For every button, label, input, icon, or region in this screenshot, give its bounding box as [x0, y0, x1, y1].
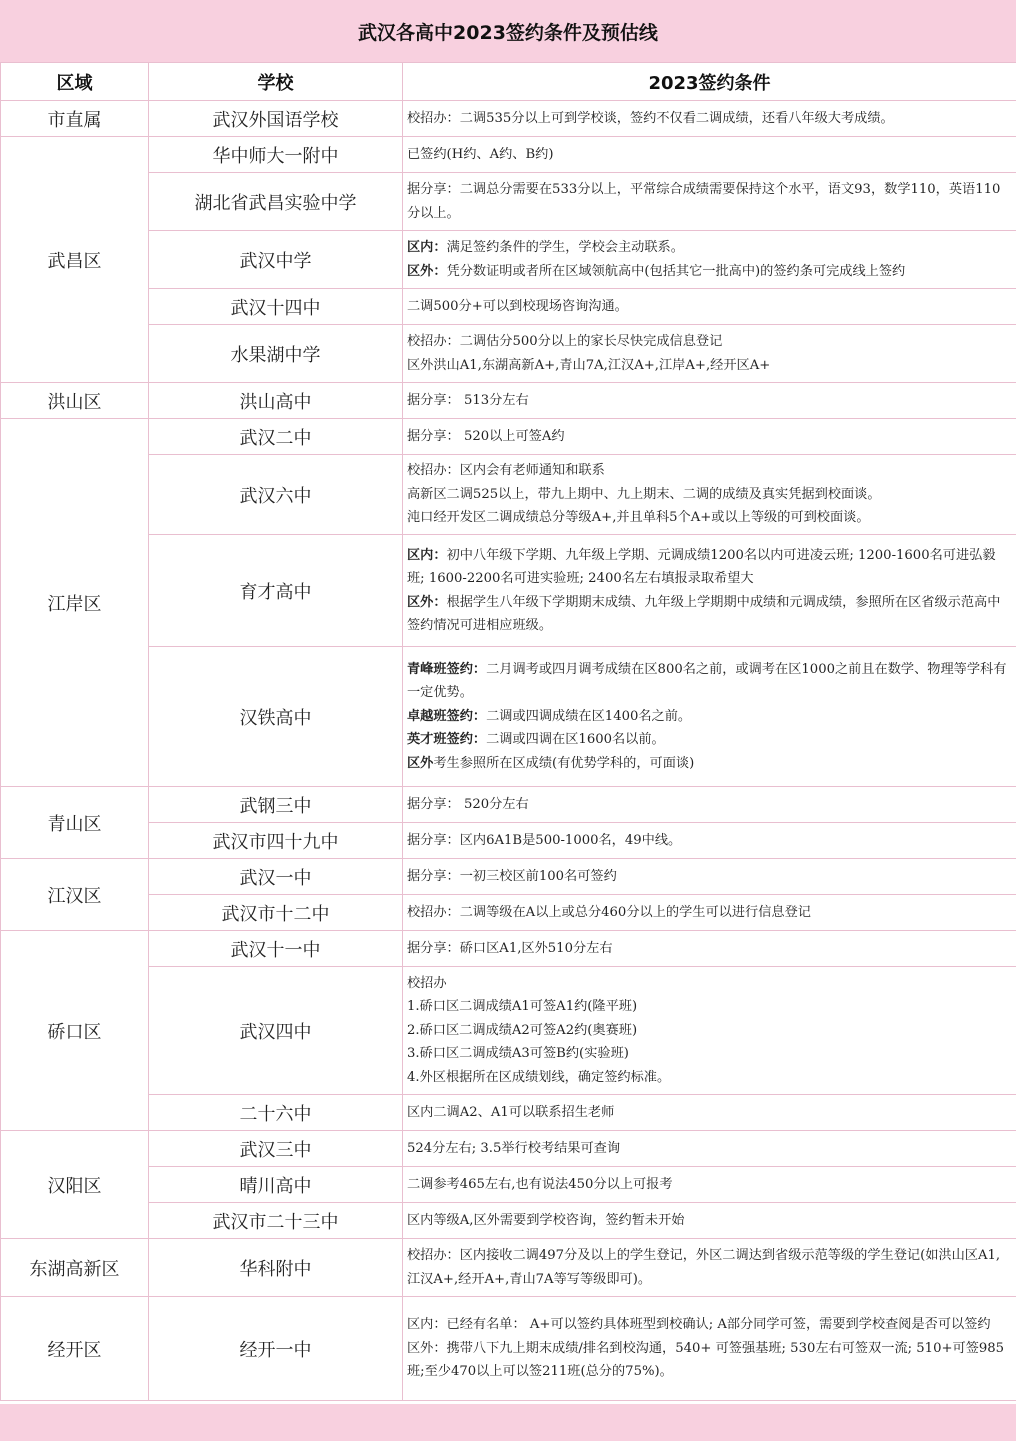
condition-line-text: 区内：已经有名单： A+可以签约具体班型到校确认; A部分同学可签，需要到学校查阅是否可以签约 — [407, 1317, 991, 1333]
condition-line — [407, 544, 1012, 591]
table-row — [1, 895, 1016, 931]
condition-cell — [403, 535, 1016, 647]
header-condition: 2023签约条件 — [403, 63, 1016, 101]
school-cell: 湖北省武昌实验中学 — [149, 173, 403, 231]
condition-line-text: 根据学生八年级下学期期末成绩、九年级上学期期中成绩和元调成绩，参照所在区省级示范高中签约情况可进相应班级。 — [407, 594, 1001, 633]
condition-cell — [403, 325, 1016, 383]
condition-line-text: 校招办：区内会有老师通知和联系 — [407, 463, 605, 479]
condition-line-text: 校招办：二调估分500分以上的家长尽快完成信息登记 — [407, 334, 723, 349]
table-row — [1, 383, 1016, 419]
condition-line — [407, 1313, 1012, 1337]
district-cell: 经开区 — [1, 1297, 149, 1401]
condition-cell — [403, 383, 1016, 419]
condition-line-text: 524分左右; 3.5举行校考结果可查询 — [407, 1140, 621, 1156]
condition-line — [407, 1066, 1012, 1090]
condition-line — [407, 143, 1012, 167]
school-cell: 武汉市十二中 — [149, 895, 403, 931]
district-cell: 汉阳区 — [1, 1131, 149, 1239]
condition-cell — [403, 895, 1016, 931]
condition-cell — [403, 231, 1016, 289]
district-cell: 东湖高新区 — [1, 1239, 149, 1297]
table-row — [1, 967, 1016, 1095]
condition-cell — [403, 455, 1016, 535]
condition-cell — [403, 1239, 1016, 1297]
condition-line-label: 区内： — [407, 547, 447, 563]
table-row — [1, 1203, 1016, 1239]
school-cell: 二十六中 — [149, 1095, 403, 1131]
table-row — [1, 325, 1016, 383]
condition-cell — [403, 1203, 1016, 1239]
school-cell: 武汉四中 — [149, 967, 403, 1095]
condition-line-text: 校招办：区内接收二调497分及以上的学生登记，外区二调达到省级示范等级的学生登记(如洪山区A1,江汉A+,经开A+,青山7A等写等级即可)。 — [407, 1248, 1001, 1287]
condition-line-text: 据分享： 520分左右 — [407, 796, 529, 812]
school-cell: 洪山高中 — [149, 383, 403, 419]
condition-line-text: 二月调考或四月调考成绩在区800名之前，或调考在区1000之前且在数学、物理等学科有一定优势。 — [407, 661, 1007, 701]
district-cell: 洪山区 — [1, 383, 149, 419]
condition-line — [407, 1101, 1012, 1125]
condition-line-text: 区内等级A,区外需要到学校咨询，签约暂未开始 — [407, 1212, 685, 1228]
condition-line-text: 校招办：二调535分以上可到学校谈，签约不仅看二调成绩，还看八年级大考成绩。 — [407, 110, 894, 126]
district-cell: 武昌区 — [1, 137, 149, 383]
condition-cell — [403, 859, 1016, 895]
school-cell: 汉铁高中 — [149, 647, 403, 787]
table-row — [1, 859, 1016, 895]
condition-line — [407, 1019, 1012, 1043]
condition-line — [407, 295, 1012, 319]
condition-line-text: 据分享：区内6A1B是500-1000名，49中线。 — [407, 832, 682, 848]
district-cell: 硚口区 — [1, 931, 149, 1131]
condition-line — [407, 901, 1012, 925]
condition-cell — [403, 823, 1016, 859]
condition-line-label: 英才班签约： — [407, 732, 487, 748]
condition-line-text: 凭分数证明或者所在区域领航高中(包括其它一批高中)的签约条可完成线上签约 — [446, 263, 906, 279]
condition-line-text: 区内二调A2、A1可以联系招生老师 — [407, 1104, 615, 1120]
condition-line — [407, 865, 1012, 889]
condition-line-text: 据分享：硚口区A1,区外510分左右 — [407, 940, 613, 956]
signing-conditions-table — [0, 62, 1016, 1401]
condition-line-text: 已签约(H约、A约、B约) — [407, 146, 554, 162]
school-cell: 武汉三中 — [149, 1131, 403, 1167]
table-row — [1, 1297, 1016, 1401]
table-row — [1, 535, 1016, 647]
footer-bar — [0, 1404, 1016, 1441]
table-row — [1, 419, 1016, 455]
condition-cell — [403, 101, 1016, 137]
school-cell: 华科附中 — [149, 1239, 403, 1297]
district-cell: 青山区 — [1, 787, 149, 859]
condition-cell — [403, 787, 1016, 823]
condition-line-text: 4.外区根据所在区成绩划线，确定签约标准。 — [407, 1069, 671, 1085]
condition-cell — [403, 1131, 1016, 1167]
condition-line-text: 据分享： 520以上可签A约 — [407, 428, 565, 444]
condition-cell — [403, 173, 1016, 231]
condition-line — [407, 1042, 1012, 1066]
table-row — [1, 101, 1016, 137]
condition-line — [407, 260, 1012, 284]
condition-line — [407, 937, 1012, 961]
condition-line — [407, 178, 1012, 225]
school-cell: 武汉十四中 — [149, 289, 403, 325]
school-cell: 育才高中 — [149, 535, 403, 647]
condition-line-text: 据分享：一初三校区前100名可签约 — [407, 868, 617, 884]
table-row — [1, 787, 1016, 823]
table-row — [1, 173, 1016, 231]
condition-line — [407, 1244, 1012, 1291]
condition-line — [407, 1173, 1012, 1197]
condition-cell — [403, 137, 1016, 173]
condition-line-text: 据分享：二调总分需要在533分以上，平常综合成绩需要保持这个水平，语文93，数学110，英语110分以上。 — [407, 182, 1001, 221]
condition-line — [407, 1209, 1012, 1233]
district-cell: 江岸区 — [1, 419, 149, 787]
condition-cell — [403, 967, 1016, 1095]
condition-line — [407, 829, 1012, 853]
condition-line — [407, 506, 1012, 530]
condition-line — [407, 483, 1012, 507]
condition-line-text: 2.硚口区二调成绩A2可签A2约(奥赛班) — [407, 1022, 638, 1038]
condition-line — [407, 1137, 1012, 1161]
condition-line — [407, 793, 1012, 817]
condition-line-text: 区外洪山A1,东湖高新A+,青山7A,江汉A+,江岸A+,经开区A+ — [407, 357, 771, 373]
table-body — [1, 101, 1016, 1401]
table-row — [1, 289, 1016, 325]
condition-line-label: 卓越班签约： — [407, 708, 487, 724]
school-cell: 武汉中学 — [149, 231, 403, 289]
school-cell: 武汉一中 — [149, 859, 403, 895]
condition-cell — [403, 1095, 1016, 1131]
school-cell: 晴川高中 — [149, 1167, 403, 1203]
table-row — [1, 1167, 1016, 1203]
condition-line — [407, 236, 1012, 260]
table-header-row — [1, 63, 1016, 101]
condition-line-label: 区外 — [407, 755, 434, 771]
school-cell: 武汉六中 — [149, 455, 403, 535]
condition-line-text: 高新区二调525以上，带九上期中、九上期末、二调的成绩及真实凭据到校面谈。 — [407, 486, 881, 502]
condition-line — [407, 658, 1012, 705]
condition-line — [407, 995, 1012, 1019]
condition-line-text: 二调500分+可以到校现场咨询沟通。 — [407, 298, 628, 314]
school-cell: 华中师大一附中 — [149, 137, 403, 173]
condition-line-text: 3.硚口区二调成绩A3可签B约(实验班) — [407, 1046, 629, 1062]
school-cell: 武汉市四十九中 — [149, 823, 403, 859]
school-cell: 武汉二中 — [149, 419, 403, 455]
condition-line — [407, 752, 1012, 776]
table-row — [1, 1131, 1016, 1167]
school-cell: 武钢三中 — [149, 787, 403, 823]
condition-cell — [403, 931, 1016, 967]
condition-line-label: 区外： — [407, 594, 447, 610]
school-cell: 武汉市二十三中 — [149, 1203, 403, 1239]
school-cell: 水果湖中学 — [149, 325, 403, 383]
condition-line — [407, 591, 1012, 638]
condition-line — [407, 389, 1012, 413]
table-row — [1, 931, 1016, 967]
condition-line-text: 校招办：二调等级在A以上或总分460分以上的学生可以进行信息登记 — [407, 904, 811, 920]
condition-cell — [403, 647, 1016, 787]
district-cell: 江汉区 — [1, 859, 149, 931]
condition-line-text: 二调或四调成绩在区1400名之前。 — [486, 708, 692, 724]
condition-line-label: 区内： — [407, 240, 447, 255]
school-cell: 武汉十一中 — [149, 931, 403, 967]
condition-line-text: 满足签约条件的学生，学校会主动联系。 — [446, 240, 684, 255]
school-cell: 武汉外国语学校 — [149, 101, 403, 137]
condition-line-label: 青峰班签约： — [407, 661, 487, 677]
table-row — [1, 1095, 1016, 1131]
school-cell: 经开一中 — [149, 1297, 403, 1401]
condition-line — [407, 705, 1012, 729]
condition-line-text: 1.硚口区二调成绩A1可签A1约(隆平班) — [407, 999, 638, 1015]
condition-line-text: 二调参考465左右,也有说法450分以上可报考 — [407, 1176, 673, 1192]
table-row — [1, 455, 1016, 535]
condition-line-text: 二调或四调在区1600名以前。 — [486, 732, 665, 748]
condition-line-label: 区外： — [407, 263, 447, 279]
condition-cell — [403, 1297, 1016, 1401]
condition-cell — [403, 1167, 1016, 1203]
condition-line — [407, 107, 1012, 131]
district-cell: 市直属 — [1, 101, 149, 137]
condition-line — [407, 354, 1012, 378]
condition-line-text: 区外：携带八下九上期末成绩/排名到校沟通，540+ 可签强基班; 530左右可签双一流; 510+可签985班;至少470以上可以签211班(总分的75%)。 — [407, 1340, 1005, 1380]
table-row — [1, 823, 1016, 859]
condition-line — [407, 330, 1012, 354]
condition-line — [407, 425, 1012, 449]
table-row — [1, 231, 1016, 289]
condition-line-text: 据分享： 513分左右 — [407, 392, 529, 408]
condition-line — [407, 728, 1012, 752]
condition-line — [407, 972, 1012, 996]
condition-line-text: 沌口经开发区二调成绩总分等级A+,并且单科5个A+或以上等级的可到校面谈。 — [407, 510, 870, 526]
condition-line — [407, 459, 1012, 483]
condition-line-text: 校招办 — [407, 975, 447, 991]
condition-line — [407, 1337, 1012, 1384]
table-row — [1, 647, 1016, 787]
condition-cell — [403, 289, 1016, 325]
header-school: 学校 — [149, 63, 403, 101]
page-title: 武汉各高中2023签约条件及预估线 — [0, 0, 1016, 63]
table-row — [1, 1239, 1016, 1297]
condition-line-text: 考生参照所在区成绩(有优势学科的，可面谈) — [433, 755, 695, 771]
condition-line-text: 初中八年级下学期、九年级上学期、元调成绩1200名以内可进凌云班; 1200-1600名可进弘毅班; 1600-2200名可进实验班; 2400名左右填报录取希望大 — [407, 547, 996, 586]
header-district: 区域 — [1, 63, 149, 101]
condition-cell — [403, 419, 1016, 455]
table-row — [1, 137, 1016, 173]
